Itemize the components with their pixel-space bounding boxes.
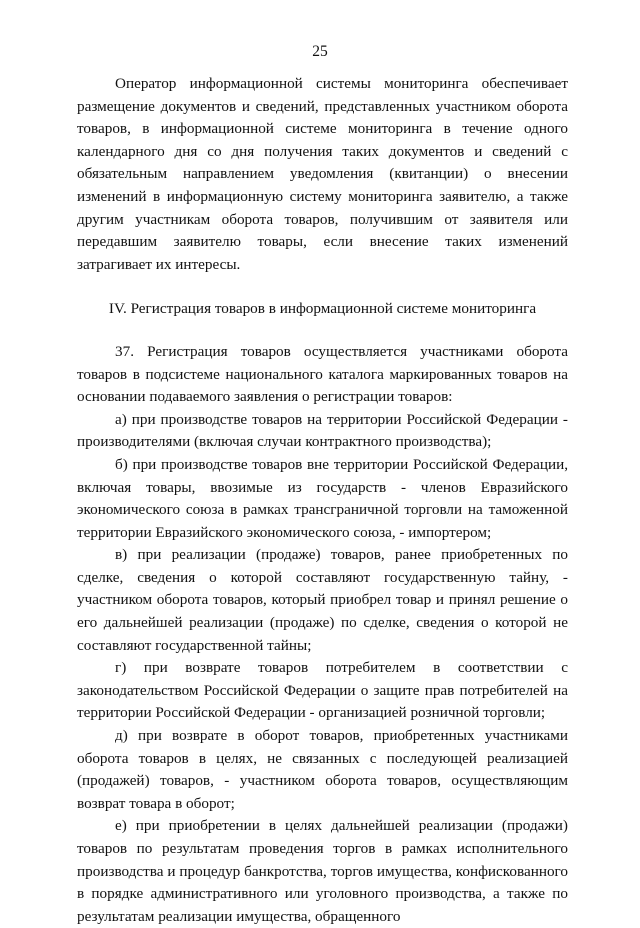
page-number: 25 — [312, 43, 328, 60]
paragraph-37: 37. Регистрация товаров осуществляется участниками оборота товаров в подсистеме национального каталога маркированных товаров на основании подаваемого заявления о регистрации товаров: — [77, 342, 568, 406]
document-body — [77, 73, 568, 928]
list-item-b: б) при производстве товаров вне территории Российской Федерации, включая товары, ввозимые из государств - членов Евразийского экономического союза в рамках трансграничной торговли на таможенной территории Евразийского экономического союза, - импортером; — [77, 455, 568, 541]
list-item-v: в) при реализации (продаже) товаров, ранее приобретенных по сделке, сведения о которой составляют государственную тайну, - участником оборота товаров, который приобрел товар и принял решение о его дальнейшей реализации (продаже) по сделке, сведения о которой не составляют государственной тайны; — [77, 546, 568, 654]
paragraph-operator-notice: Оператор информационной системы мониторинга обеспечивает размещение документов и сведений, представленных участником оборота товаров, в информационной системе мониторинга в течение одного календарного дня со дня получения таких документов и сведений с обязательным направлением уведомления (квитанции) о внесении изменений в информационную систему мониторинга заявителю, а также другим участникам оборота товаров, получившим от заявителя или передавшим заявителю товары, если внесение таких изменений затрагивает их интересы. — [77, 75, 568, 273]
section-heading: IV. Регистрация товаров в информационной системе мониторинга — [108, 300, 537, 318]
list-item-d: д) при возврате в оборот товаров, приобретенных участниками оборота товаров в целях, не связанных с последующей реализацией (продажей) товаров, - участником оборота товаров, осуществляющим возврат товара в оборот; — [77, 727, 568, 812]
list-item-g: г) при возврате товаров потребителем в соответствии с законодательством Российской Федерации о защите прав потребителей на территории Российской Федерации - организацией розничной торговли; — [77, 659, 568, 722]
list-item-a: а) при производстве товаров на территории Российской Федерации - производителями (включая случаи контрактного производства); — [77, 410, 568, 451]
list-item-e: е) при приобретении в целях дальнейшей реализации (продажи) товаров по результатам проведения торгов в рамках исполнительного производства и процедур банкротства, торгов имущества, конфискованного в порядке административного или уголовного производства, а также по результатам реализации имущества, обращенного — [77, 817, 568, 925]
